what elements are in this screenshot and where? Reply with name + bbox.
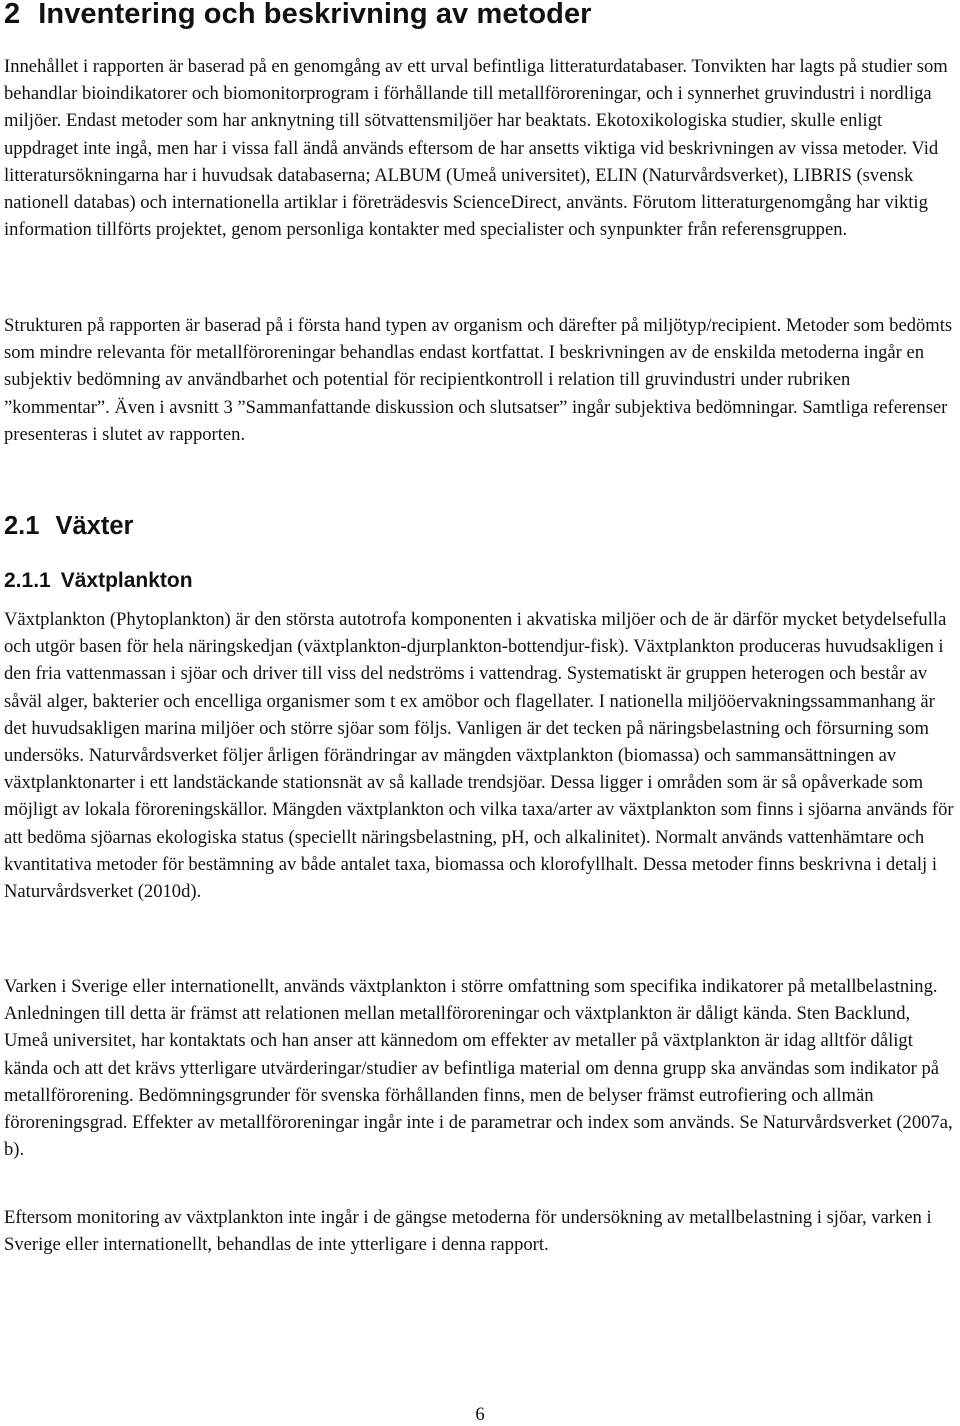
paragraph-vaxtplankton-2: Varken i Sverige eller internationellt, används växtplankton i större omfattning som specifika indikatorer på metallbelastning. Anledningen till detta är främst att relationen mellan metallföroreningar och växtplankton är dåligt kända. Sten Backlund, Umeå universitet, har kontaktats och han anser att kännedom om effekter av metaller på växtplankton är idag alltför dåligt kända och att det krävs ytterligare utvärderingar/studier av befintliga material om denna grupp ska användas som indikator på metallförorening. Bedömningsgrunder för svenska förhållanden finns, men de belyser främst eutrofiering och allmän föroreningsgrad. Effekter av metallföroreningar ingår inte i de parametrar och index som används. Se Naturvårdsverket (2007a, b). [4, 976, 953, 1161]
section-heading [4, 0, 592, 31]
subsubsection-title: Växtplankton [60, 569, 193, 592]
paragraph-vaxtplankton-1: Växtplankton (Phytoplankton) är den största autotrofa komponenten i akvatiska miljöer och de är därför mycket betydelsefulla och utgör basen för hela näringskedjan (växtplankton-djurplankton-bottendjur-fisk). Växtplankton produceras huvudsakligen i den fria vattenmassan i sjöar och driver till viss del nedströms i vattendrag. Systematiskt är gruppen heterogen och består av såväl alger, bakterier och encelliga organismer som t ex amöbor och flagellater. I nationella miljööervakningssammanhang är det huvudsakligen marina miljöer och större sjöar som följs. Vanligen är det tecken på näringsbelastning och försurning som undersöks. Naturvårdsverket följer årligen förändringar av mängden växtplankton (biomassa) och sammansättningen av växtplanktonarter i ett landstäckande stationsnät av så kallade trendsjöar. Dessa ligger i områden som är så opåverkade som möjligt av lokala föroreningskällor. Mängden växtplankton och vilka taxa/arter av växtplankton som finns i sjöarna används för att bedöma sjöarnas ekologiska status (speciellt näringsbelastning, pH, och alkalinitet). Normalt används vattenhämtare och kvantitativa metoder för bestämning av både antalet taxa, biomassa och klorofyllhalt. Dessa metoder finns beskrivna i detalj i Naturvårdsverket (2010d). [4, 609, 954, 903]
subsection-title: Växter [55, 512, 134, 540]
subsubsection-heading [4, 569, 193, 593]
subsection-heading [4, 512, 133, 541]
section-title: Inventering och beskrivning av metoder [38, 0, 592, 30]
paragraph-structure: Strukturen på rapporten är baserad på i första hand typen av organism och därefter på miljötyp/recipient. Metoder som bedömts som mindre relevanta för metallföroreningar behandlas endast kortfattat. I beskrivningen av de enskilda metoderna ingår en subjektiv bedömning av användbarhet och potential för recipientkontroll i relation till gruvindustri under rubriken ”kommentar”. Även i avsnitt 3 ”Sammanfattande diskussion och slutsatser” ingår subjektiva bedömningar. Samtliga referenser presenteras i slutet av rapporten. [4, 315, 953, 445]
section-number: 2 [4, 0, 21, 30]
subsubsection-number: 2.1.1 [4, 569, 51, 592]
page-number: 6 [475, 1404, 485, 1425]
paragraph-vaxtplankton-3: Eftersom monitoring av växtplankton inte ingår i de gängse metoderna för undersökning av metallbelastning i sjöar, varken i Sverige eller internationellt, behandlas de inte ytterligare i denna rapport. [4, 1207, 932, 1256]
subsection-number: 2.1 [4, 512, 40, 540]
paragraph-intro: Innehållet i rapporten är baserad på en genomgång av ett urval befintliga litteraturdatabaser. Tonvikten har lagts på studier som behandlar bioindikatorer och biomonitorprogram i förhållande till metallföroreningar, och i synnerhet gruvindustri i nordliga miljöer. Endast metoder som har anknytning till sötvattensmiljöer har beaktats. Ekotoxikologiska studier, skulle enligt uppdraget inte ingå, men har i vissa fall ändå används eftersom de har ansetts viktiga vid beskrivningen av vissa metoder. Vid litteratursökningarna har i huvudsak databaserna; ALBUM (Umeå universitet), ELIN (Naturvårdsverket), LIBRIS (svensk nationell databas) och internationella artiklar i företrädesvis ScienceDirect, använts. Förutom litteraturgenomgång har viktig information tillförts projektet, genom personliga kontakter med specialister och synpunkter från referensgruppen. [4, 56, 948, 241]
